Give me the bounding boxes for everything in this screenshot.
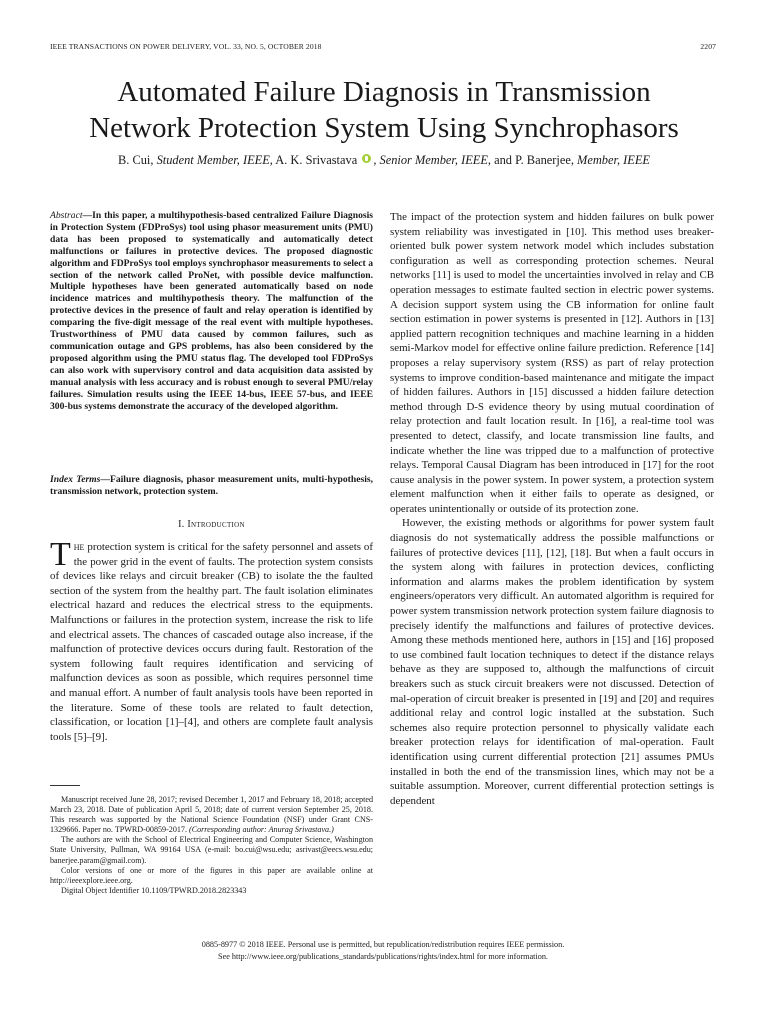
index-terms — [50, 474, 373, 498]
corresponding-author: (Corresponding author: Anurag Srivastava.) — [189, 825, 334, 835]
author-1-role: Student Member, IEEE — [156, 153, 270, 167]
copyright-footer — [50, 939, 716, 962]
title-line-1: Automated Failure Diagnosis in Transmission — [117, 76, 651, 108]
title-line-2: Network Protection System Using Synchrophasors — [89, 112, 679, 144]
abstract-text: —In this paper, a multihypothesis-based centralized Failure Diagnosis in Protection System (FDProSys) tool using phasor measurement units (PMU) data has been proposed to systematically and automatically detect malfunctions or failures in protective devices. The proposed diagnostic algorithm and FDProSys tool employs synchrophasor measurements to select a section of the network called ProNet, with possible device malfunction. Multiple hypotheses have been generated automatically based on node incidence matrices and multihypothesis theory. The malfunction of the protective devices in the presence of fault and relay operation is identified by comparing the five-digit message of the real event with multiple hypotheses. Trustworthiness of PMU data caused by common failures, such as communication outage and GPS problems, has also been considered by the proposed algorithm using the PMU status flag. The developed tool FDProSys can also work with supervisory control and data acquisition data assisted by manual analysis with less accuracy and is robust enough to several PMU/relay failures. Simulation results using the IEEE 14-bus, IEEE 57-bus, and IEEE 300-bus systems demonstrate the accuracy of the developed algorithm. — [50, 210, 373, 412]
footnotes — [50, 795, 373, 896]
footnote-affiliation: The authors are with the School of Electrical Engineering and Computer Science, Washington State University, Pullman, WA 99164 USA (e-mail: bo.cui@wsu.edu; asrivast@eecs.wsu.edu; banerjee.param@gmail.com). — [50, 835, 373, 865]
author-3: , and P. Banerjee, — [487, 153, 578, 167]
footnote-color: Color versions of one or more of the figures in this paper are available online at http://ieeexplore.ieee.org. — [50, 865, 373, 885]
copyright-line: 0885-8977 © 2018 IEEE. Personal use is permitted, but republication/redistribution requires IEEE permission. — [201, 940, 565, 949]
abstract-label: Abstract — [50, 210, 83, 221]
paper-title — [40, 74, 728, 146]
intro-text: protection system is critical for the safety personnel and assets of the power grid in the event of faults. The protection system consists of devices like relays and circuit breaker (CB) to isolate the the faulted section of the system from the healthy part. The fault isolation eliminates electrical hazard and reduces the electrical stress to the equipments. Malfunctions or failures in the protection system, increase the risk to life and electrical assets. The chances of cascaded outage also increase, if the malfunction of protective devices occurs during fault. Restoration of the system following fault requires identification and servicing of malfunction devices as soon as possible, which requires personnel time and manual effort. A number of fault analysis tools have been reported in the literature. Some of these tools are related to fault detection, classification, or location [1]–[4], and others are complete fault analysis tools [5]–[9]. — [50, 541, 373, 743]
section-number: I. — [178, 519, 188, 530]
author-2-role: Senior Member, IEEE — [379, 153, 488, 167]
footnote-manuscript-text: Manuscript received June 28, 2017; revised December 1, 2017 and February 18, 2018; accepted March 23, 2018. Date of publication April 5, 2018; date of current version September 25, 2018. This research was supported by the National Science Foundation (NSF) under Grant CNS-1329666. Paper no. TPWRD-00859-2017. — [50, 795, 373, 835]
section-heading — [50, 519, 373, 530]
footnote-manuscript — [50, 795, 373, 835]
footnote-doi: Digital Object Identifier 10.1109/TPWRD.2018.2823343 — [61, 885, 247, 895]
orcid-icon[interactable] — [362, 154, 371, 163]
abstract — [50, 210, 373, 412]
author-3-role: Member, IEEE — [577, 153, 650, 167]
right-column — [390, 210, 714, 808]
author-2: , A. K. Srivastava — [269, 153, 358, 167]
rights-link-line: See http://www.ieee.org/publications_standards/publications/rights/index.html for more information. — [218, 951, 548, 961]
intro-paragraph — [50, 536, 373, 744]
right-paragraph-1: The impact of the protection system and hidden failures on bulk power system reliability was investigated in [10]. This method uses breaker-oriented bulk power system network model which includes substation configuration as well as corresponding protection schemes. Neural networks [11] is used to model the uncertainties involved in relay and CB operation messages to estimate faulted section in electric power systems. A decision support system using the CB information for online fault section estimation in power systems is presented in [12]. Authors in [13] applied pattern recognition techniques and machine learning in a hidden semi-Markov model for effective online failure prediction. Reference [14] proposes a relay supervisory system (RSS) as part of relay protection systems to improve condition-based maintenance and mitigate the impact of hidden failures. Authors in [15] discussed a hidden failure detection method through D-S evidence theory by using mutual coordination of relay protection and fault location result. In [16], a real-time tool was presented to detect, classify, and locate transmission line faults, and indicate whether the line was tripped due to a malfunction of protective relays. Temporal Causal Diagram has been introduced in [17] for the root cause analysis in the power system. In power system, a protection system element malfunction when it either fails to operate as designed, or operates unintentionally or outside of its protection zone. — [390, 211, 714, 515]
footnote-rule — [50, 785, 80, 786]
author-1: B. Cui, — [118, 153, 157, 167]
journal-name: IEEE TRANSACTIONS ON POWER DELIVERY, VOL. 33, NO. 5, OCTOBER 2018 — [50, 42, 322, 51]
index-terms-text: —Failure diagnosis, phasor measurement units, multi-hypothesis, transmission network, protection system. — [50, 474, 373, 497]
author-sep: , — [373, 153, 380, 167]
author-list — [40, 153, 728, 168]
page-number: 2207 — [700, 42, 716, 51]
intro-lead-word: he — [73, 541, 85, 553]
right-paragraph-2: However, the existing methods or algorithms for power system fault diagnosis do not systematically address the possible malfunctions or failures of protective devices [11], [12], [18]. But when a fault occurs in the system along with failures in protection devices, conflicting information and alarms makes the problem identification by system engineers/operators very difficult. An automated algorithm is required for power system transmission network protection system failure diagnosis to precisely identify the malfunctions and failures of protective devices. Among these methods mentioned here, authors in [15] and [16] proposed to use combined fault location techniques to detect if the distance relays behave as they are supposed to, although the malfunctions of circuit breakers such as stuck circuit breakers were not discussed. Detection of mal-operation of circuit breaker is presented in [19] and [20] and requires additional relay and control logic installed at the substation. Such schemes also require protection personnel to physically validate each breaker protection relays for identification of mal-operation. Fault identification using current differential protection [21] assumes PMUs installed in both the end of the transmission lines, which may not be a suitable assumption. Moreover, current differential protection settings is dependent — [390, 517, 714, 807]
section-title: Introduction — [187, 519, 245, 530]
drop-cap: T — [50, 536, 71, 573]
running-header — [50, 42, 716, 56]
index-terms-label: Index Terms — [50, 474, 101, 485]
